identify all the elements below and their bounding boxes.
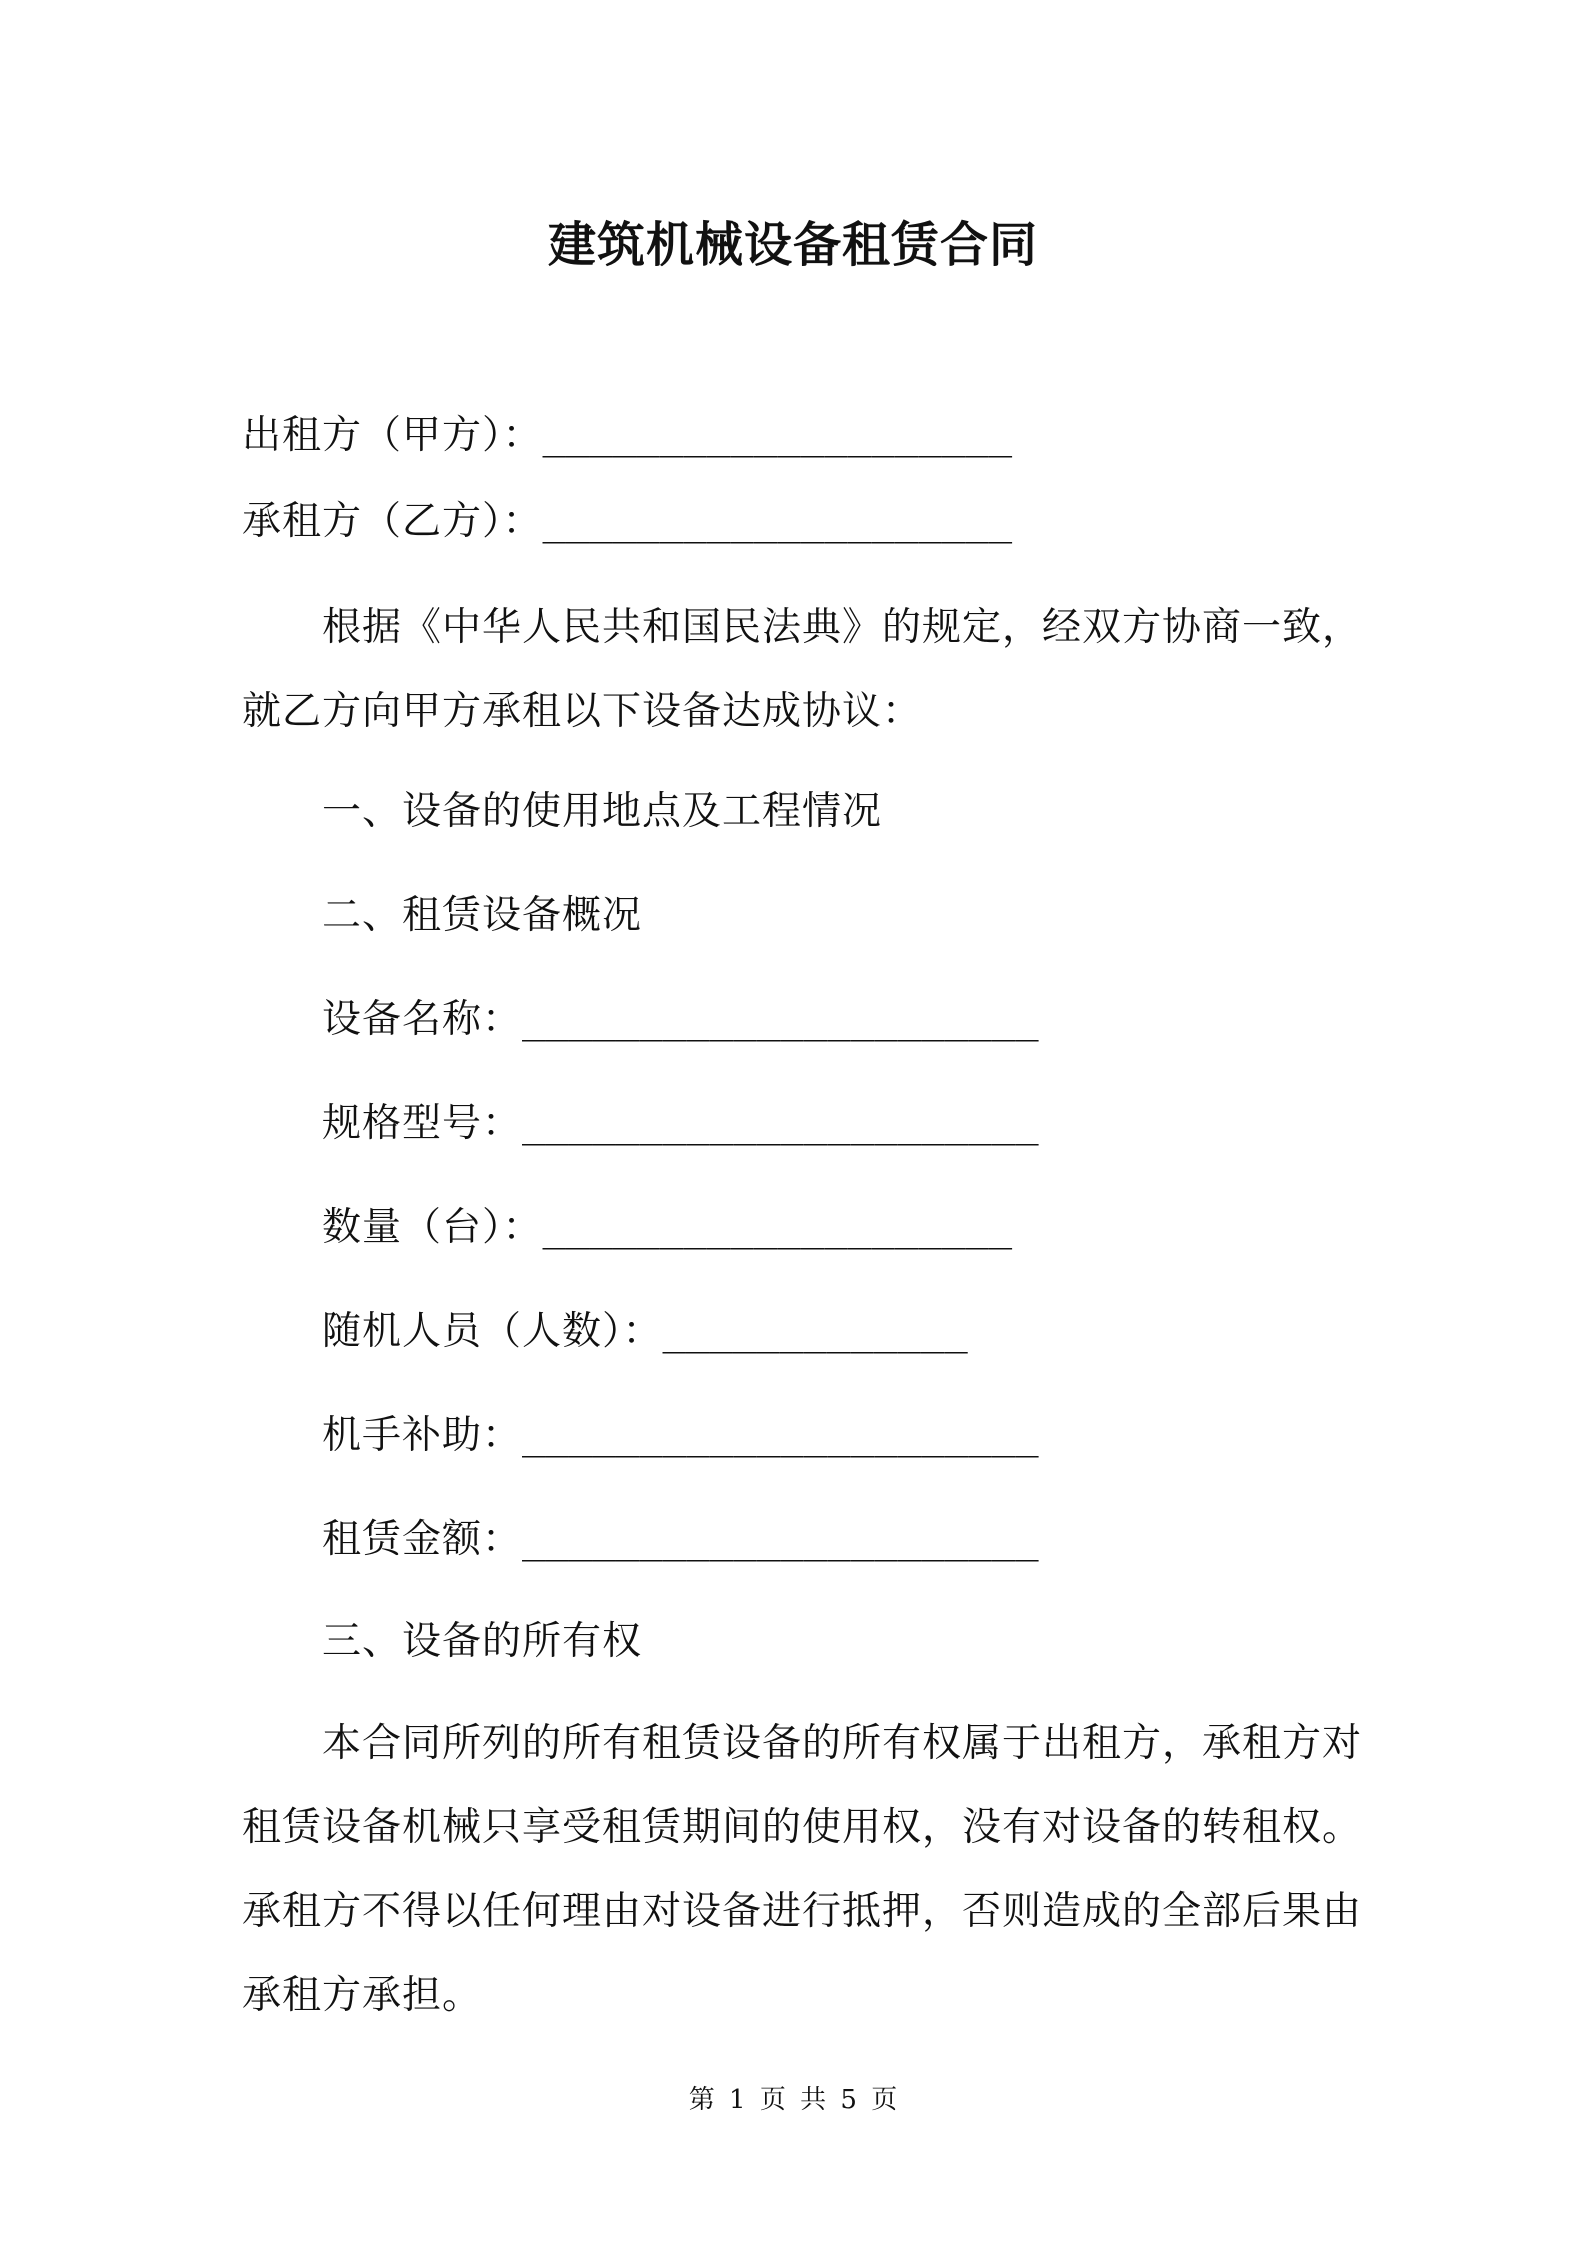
ownership-line-4: 承租方承担。 bbox=[242, 1973, 483, 2018]
section-heading-3: 三、设备的所有权 bbox=[322, 1619, 643, 1664]
field-equipment-name bbox=[322, 990, 1039, 1050]
section-heading-1: 一、设备的使用地点及工程情况 bbox=[322, 789, 883, 834]
ownership-line-2: 租赁设备机械只享受租赁期间的使用权，没有对设备的转租权。 bbox=[242, 1805, 1363, 1850]
field-blank: ______________________ bbox=[522, 997, 1039, 1042]
field-blank: ______________________ bbox=[522, 1101, 1039, 1146]
field-operator-subsidy bbox=[322, 1406, 1039, 1466]
ownership-line-3: 承租方不得以任何理由对设备进行抵押，否则造成的全部后果由 bbox=[242, 1889, 1363, 1934]
field-blank: ____________________ bbox=[542, 1205, 1013, 1250]
field-spec-model bbox=[322, 1094, 1039, 1154]
ownership-line-1: 本合同所列的所有租赁设备的所有权属于出租方，承租方对 bbox=[322, 1721, 1363, 1766]
field-label: 规格型号： bbox=[322, 1101, 523, 1146]
page-number-footer: 第 1 页 共 5 页 bbox=[688, 2085, 898, 2115]
lessor-blank: ____________________ bbox=[542, 413, 1013, 458]
field-blank: ______________________ bbox=[522, 1517, 1039, 1562]
lessee-label: 承租方（乙方）： bbox=[242, 499, 543, 544]
lessee-blank: ____________________ bbox=[542, 499, 1013, 544]
field-label: 设备名称： bbox=[322, 997, 523, 1042]
field-label: 随机人员（人数）： bbox=[322, 1309, 663, 1354]
field-label: 机手补助： bbox=[322, 1413, 523, 1458]
intro-line-1: 根据《中华人民共和国民法典》的规定，经双方协商一致， bbox=[322, 605, 1363, 650]
field-staff-count bbox=[322, 1302, 968, 1362]
lessor-label: 出租方（甲方）： bbox=[242, 413, 543, 458]
section-heading-2: 二、租赁设备概况 bbox=[322, 893, 643, 938]
lessee-line bbox=[242, 492, 1012, 552]
field-label: 租赁金额： bbox=[322, 1517, 523, 1562]
document-title: 建筑机械设备租赁合同 bbox=[547, 217, 1038, 273]
field-label: 数量（台）： bbox=[322, 1205, 543, 1250]
intro-line-2: 就乙方向甲方承租以下设备达成协议： bbox=[242, 689, 923, 734]
field-blank: _____________ bbox=[662, 1309, 968, 1354]
field-quantity bbox=[322, 1198, 1012, 1258]
field-rental-amount bbox=[322, 1510, 1039, 1570]
field-blank: ______________________ bbox=[522, 1413, 1039, 1458]
lessor-line bbox=[242, 406, 1012, 466]
